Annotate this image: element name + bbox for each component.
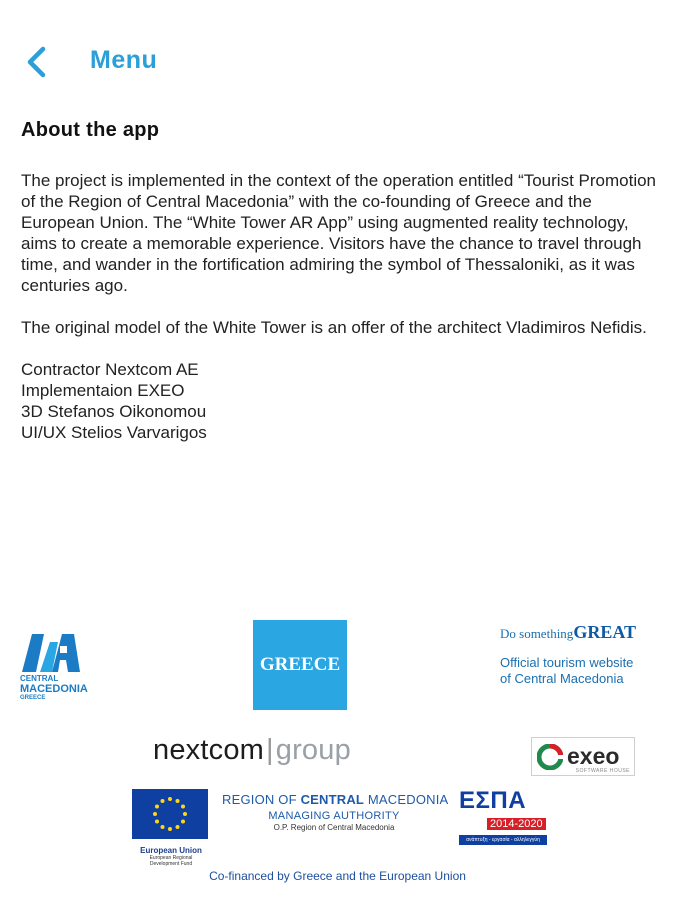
eu-flag-icon — [132, 789, 208, 839]
nextcom-group-text: group — [275, 734, 351, 766]
credit-item: UI/UX Stelios Varvarigos — [21, 423, 207, 442]
region-managing-authority-logo — [222, 792, 449, 832]
header-bar — [0, 0, 675, 110]
cofinanced-footer: Co-financed by Greece and the European Union — [209, 869, 466, 883]
region-bold: CENTRAL — [300, 792, 365, 807]
cm-line1: CENTRAL — [20, 674, 59, 683]
page-title[interactable]: Menu — [90, 46, 158, 74]
nextcom-group-logo — [153, 734, 351, 767]
espa-title: ΕΣΠΑ — [459, 787, 527, 814]
eu-fund-2: Development Fund — [149, 861, 193, 867]
section-title: About the app — [21, 119, 160, 141]
program-name: O.P. Region of Central Macedonia — [273, 823, 395, 832]
espa-bar: ανάπτυξη - εργασία - αλληλεγγύη — [459, 835, 547, 845]
about-paragraph-2: The original model of the White Tower is an offer of the architect Vladimiros Nefidis. — [21, 318, 647, 337]
do-something-great-logo — [500, 622, 670, 692]
exeo-text: exeo — [567, 743, 620, 769]
central-macedonia-mark-icon — [22, 634, 80, 672]
european-union-logo — [132, 789, 210, 867]
exeo-subtitle: SOFTWARE HOUSE — [575, 768, 630, 774]
exeo-logo — [531, 737, 635, 776]
about-body — [21, 170, 661, 443]
credits-list — [21, 359, 661, 443]
greece-logo-text: GREECE — [259, 654, 341, 675]
region-prefix: REGION OF — [222, 792, 301, 807]
credit-item: 3D Stefanos Oikonomou — [21, 402, 207, 421]
espa-logo — [459, 788, 547, 844]
eu-fund-1: European Regional — [149, 855, 193, 861]
nextcom-text: nextcom — [153, 734, 264, 766]
cm-line3: GREECE — [20, 695, 46, 701]
back-button[interactable] — [18, 42, 54, 82]
credit-item: Contractor Nextcom AE — [21, 360, 199, 379]
nextcom-separator: | — [266, 734, 274, 766]
dsg-small-text: Do something — [500, 626, 574, 641]
dsg-caption-1: Official tourism website — [500, 655, 634, 670]
eu-label: European Union — [140, 846, 202, 855]
chevron-left-icon — [25, 46, 47, 78]
exeo-mark-icon — [537, 744, 563, 770]
cm-line2: MACEDONIA — [20, 683, 88, 695]
dsg-caption-2: of Central Macedonia — [500, 671, 624, 686]
credit-item: Implementaion EXEO — [21, 381, 185, 400]
dsg-big-text: GREAT — [573, 622, 636, 642]
greece-logo — [253, 620, 347, 710]
about-paragraph-1: The project is implemented in the context of the operation entitled “Tourist Promotion of the Region of Central Macedonia” with the co-founding of Greece and the European Union. The “White Tower AR App” using augmented reality technology, aims to create a memorable experience. Visitors have the chance to travel through time, and wander in the fortification admiring the symbol of Thessaloniki, as it was centuries ago. — [21, 171, 657, 295]
managing-authority: MANAGING AUTHORITY — [268, 810, 400, 822]
central-macedonia-logo — [20, 632, 110, 704]
espa-years: 2014-2020 — [487, 818, 546, 830]
region-suffix: MACEDONIA — [364, 792, 449, 807]
